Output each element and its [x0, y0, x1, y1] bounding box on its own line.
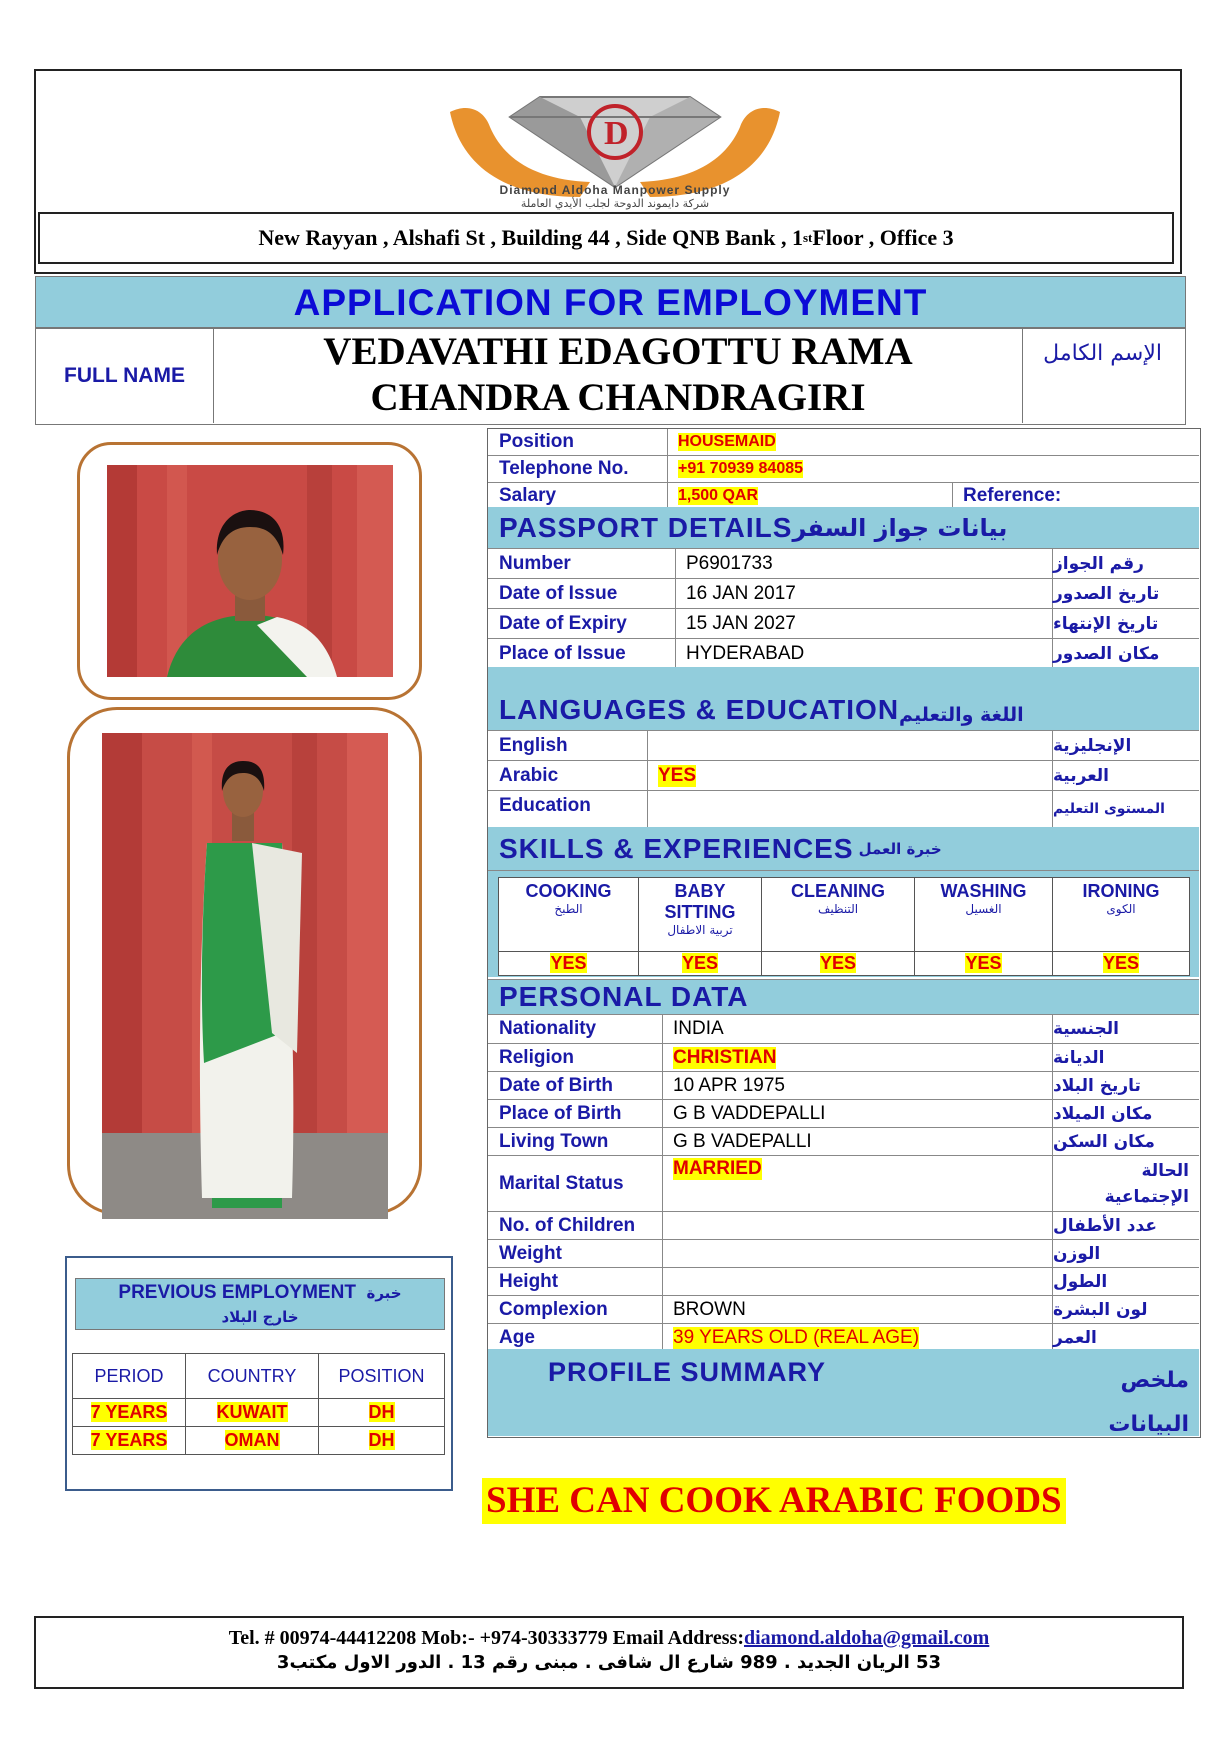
skill-value: YES [1102, 953, 1140, 973]
company-name-en: Diamond Aldoha Manpower Supply [499, 183, 731, 197]
details-panel [487, 428, 1201, 1438]
table-row: 7 YEARS KUWAIT DH [73, 1399, 445, 1427]
previous-employment-title: PREVIOUS EMPLOYMENT خبرة خارج البلاد [75, 1278, 445, 1330]
full-body-photo [102, 733, 388, 1219]
personal-row: Marital Status MARRIED الحالة الإجتماعية [488, 1156, 1199, 1212]
reference-label: Reference: [963, 485, 1062, 506]
full-name-value: VEDAVATHI EDAGOTTU RAMA CHANDRA CHANDRAGIRI [323, 330, 913, 419]
telephone-label: Telephone No. [488, 456, 668, 482]
passport-row: Date of Expiry 15 JAN 2027 تاريخ الإنتهاء [488, 609, 1199, 639]
skill-baby-sitting: BABY SITTING تربية الاطفال [639, 878, 762, 952]
col-header-country: COUNTRY [186, 1354, 319, 1399]
col-header-period: PERIOD [73, 1354, 186, 1399]
personal-row: Complexion BROWN لون البشرة [488, 1296, 1199, 1324]
skill-washing: WASHING الغسيل [915, 878, 1053, 952]
footer-contact: Tel. # 00974-44412208 Mob:- +974-30333779 Email Address:diamond.aldoha@gmail.com [228, 1627, 990, 1649]
footer-address-ar: 53 الريان الجديد . 989 شارع ال شافى . مبنى رقم 13 . الدور الاول مكتب3 [276, 1652, 942, 1673]
skill-cooking: COOKING الطبخ [499, 878, 639, 952]
skill-cleaning: CLEANING التنظيف [762, 878, 915, 952]
email-link[interactable]: diamond.aldoha@gmail.com [743, 1627, 990, 1649]
telephone-value: +91 70939 84085 [678, 460, 804, 477]
personal-row: Religion CHRISTIAN الديانة [488, 1044, 1199, 1072]
passport-row: Date of Issue 16 JAN 2017 تاريخ الصدور [488, 579, 1199, 609]
skills-section-header: SKILLS & EXPERIENCES خبرة العمل [488, 827, 1199, 871]
salary-value: 1,500 QAR [668, 483, 953, 509]
full-name-row [35, 328, 1186, 425]
personal-row: No. of Children عدد الأطفال [488, 1212, 1199, 1240]
personal-row: Living Town G B VADEPALLI مكان السكن [488, 1128, 1199, 1156]
profile-summary-section [488, 1349, 1199, 1436]
col-header-position: POSITION [319, 1354, 445, 1399]
personal-row: Weight الوزن [488, 1240, 1199, 1268]
skill-value: YES [819, 953, 857, 973]
position-row [488, 429, 1199, 456]
passport-row: Place of Issue HYDERABAD مكان الصدور [488, 639, 1199, 669]
passport-section-header: PASSPORT DETAILS بيانات جواز السفر [488, 507, 1199, 549]
full-name-label: FULL NAME [36, 329, 214, 423]
languages-rows [488, 731, 1199, 828]
highlight-note: SHE CAN COOK ARABIC FOODS [482, 1478, 1066, 1524]
passport-row: Number P6901733 رقم الجواز [488, 549, 1199, 579]
language-row: Arabic YES العربية [488, 761, 1199, 791]
personal-row: Age 39 YEARS OLD (REAL AGE) العمر [488, 1324, 1199, 1352]
salary-label: Salary [488, 483, 668, 509]
languages-section-header: LANGUAGES & EDUCATION اللغة والتعليم [488, 667, 1199, 731]
profile-summary-title: PROFILE SUMMARY [548, 1357, 826, 1387]
skill-ironing: IRONING الكوى [1053, 878, 1190, 952]
personal-section-header: PERSONAL DATA [488, 979, 1199, 1015]
company-address: New Rayyan , Alshafi St , Building 44 , Side QNB Bank , 1 st Floor , Office 3 [38, 212, 1174, 264]
skill-value: YES [550, 953, 587, 973]
previous-employment-table [72, 1353, 445, 1455]
salary-row [488, 483, 1199, 510]
personal-row: Date of Birth 10 APR 1975 تاريخ البلاد [488, 1072, 1199, 1100]
personal-row: Nationality INDIA الجنسية [488, 1015, 1199, 1044]
language-row: English الإنجليزية [488, 731, 1199, 761]
personal-row: Place of Birth G B VADDEPALLI مكان الميلاد [488, 1100, 1199, 1128]
previous-employment-box [65, 1256, 453, 1491]
full-name-label-ar: الإسم الكامل [1022, 329, 1184, 423]
telephone-row [488, 456, 1199, 483]
form-title: APPLICATION FOR EMPLOYMENT [35, 276, 1186, 328]
personal-rows [488, 1015, 1199, 1352]
position-label: Position [488, 429, 668, 455]
position-value: HOUSEMAID [678, 433, 776, 450]
table-row: 7 YEARS OMAN DH [73, 1427, 445, 1455]
footer-box [34, 1616, 1184, 1689]
language-row: Education المستوى التعليم [488, 791, 1199, 828]
skill-value: YES [965, 953, 1002, 973]
profile-summary-title-ar: ملخص البيانات [1108, 1368, 1189, 1437]
passport-rows [488, 549, 1199, 669]
svg-text:D: D [604, 115, 629, 152]
portrait-photo [107, 465, 393, 677]
personal-row: Height الطول [488, 1268, 1199, 1296]
skills-grid [498, 877, 1190, 976]
company-name-ar: شركة دايموند الدوحة لجلب الأيدي العاملة [520, 197, 710, 210]
skill-value: YES [681, 953, 719, 973]
